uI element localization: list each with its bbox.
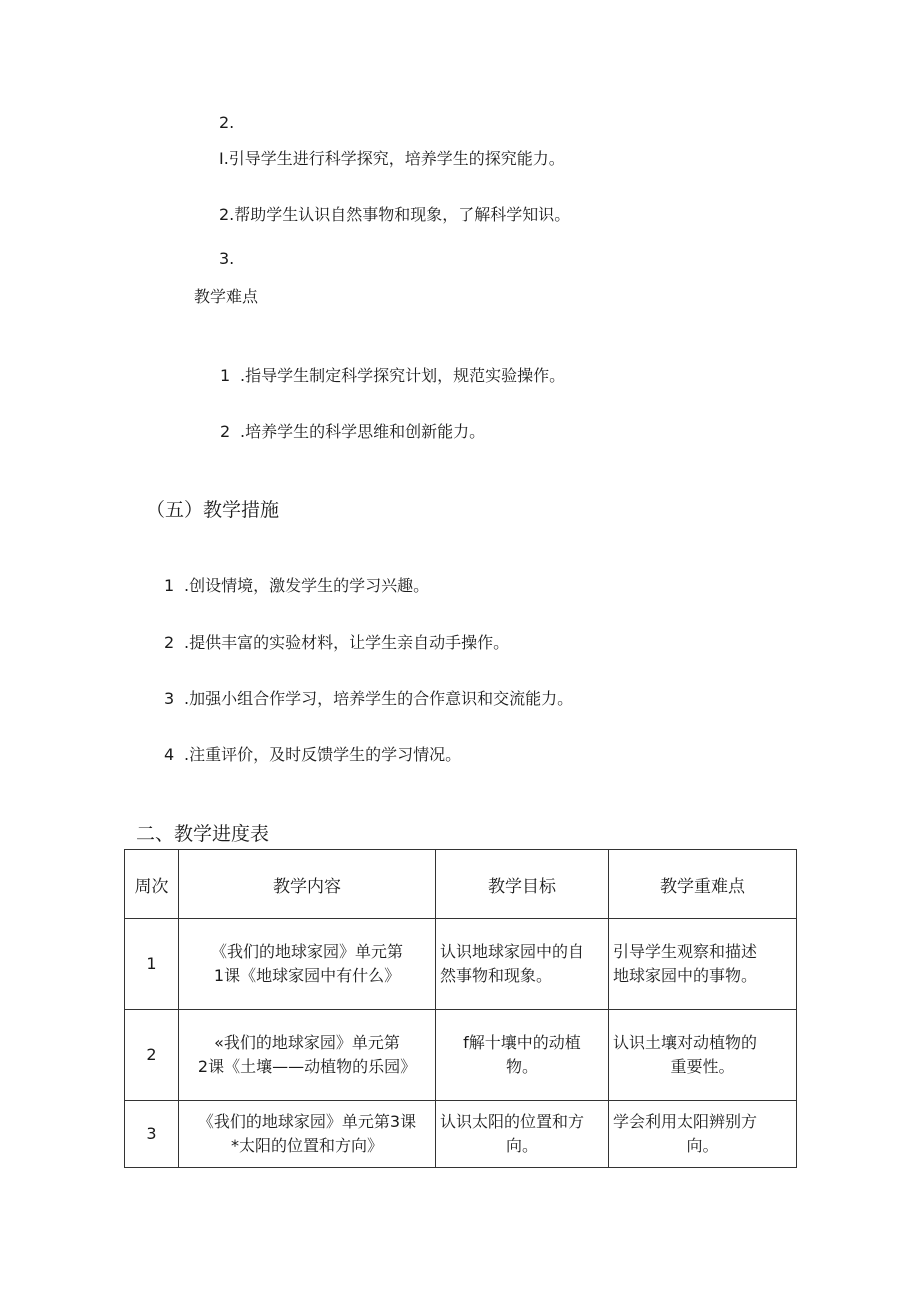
header-goal: 教学目标 (436, 850, 609, 919)
difficulties-title: 教学难点 (194, 287, 259, 306)
content-cell (179, 919, 436, 1010)
item-number-3: 3. (219, 249, 235, 268)
measure-text-2: .提供丰富的实验材料，让学生亲自动手操作。 (184, 633, 510, 652)
table-row (125, 919, 797, 1010)
key-cell (609, 1010, 797, 1101)
goal-item-1: I.引导学生进行科学探究，培养学生的探究能力。 (219, 149, 565, 168)
table-header-row (125, 850, 797, 919)
content-line: 《我们的地球家园》单元第3课 (197, 1112, 417, 1131)
key-line: 向。 (686, 1136, 719, 1155)
key-cell (609, 919, 797, 1010)
item-number-2: 2. (219, 113, 235, 132)
content-cell (179, 1101, 436, 1168)
measure-item-2 (164, 633, 509, 653)
key-line: 引导学生观察和描述 (613, 942, 758, 961)
difficulty-num-1: 1 (220, 366, 231, 385)
measure-item-4 (164, 745, 461, 765)
goal-item-2: 2.帮助学生认识自然事物和现象，了解科学知识。 (219, 205, 571, 224)
key-cell (609, 1101, 797, 1168)
measure-num-1: 1 (164, 576, 175, 595)
schedule-title: 二、教学进度表 (136, 823, 270, 845)
key-line: 认识土壤对动植物的 (613, 1033, 758, 1052)
header-content: 教学内容 (179, 850, 436, 919)
difficulty-item-1 (220, 366, 565, 386)
measure-text-1: .创设情境，激发学生的学习兴趣。 (184, 576, 430, 595)
measure-num-3: 3 (164, 689, 175, 708)
goal-line: 认识地球家园中的自 (440, 942, 585, 961)
goal-cell (436, 1010, 609, 1101)
measure-item-1 (164, 576, 429, 596)
difficulty-num-2: 2 (220, 422, 231, 441)
goal-line: 然事物和现象。 (440, 966, 553, 985)
difficulty-text-2: .培养学生的科学思维和创新能力。 (240, 422, 486, 441)
week-cell: 3 (125, 1101, 179, 1168)
key-line: 地球家园中的事物。 (613, 966, 758, 985)
content-line: 《我们的地球家园》单元第 (210, 942, 403, 961)
difficulty-text-1: .指导学生制定科学探究计划，规范实验操作。 (240, 366, 566, 385)
week-cell: 1 (125, 919, 179, 1010)
content-line: 1课《地球家园中有什么》 (213, 966, 401, 985)
difficulty-item-2 (220, 422, 485, 442)
content-cell (179, 1010, 436, 1101)
measure-num-4: 4 (164, 745, 175, 764)
schedule-table (124, 849, 797, 1168)
week-cell: 2 (125, 1010, 179, 1101)
header-key-points: 教学重难点 (609, 850, 797, 919)
measure-text-3: .加强小组合作学习，培养学生的合作意识和交流能力。 (184, 689, 574, 708)
goal-cell (436, 1101, 609, 1168)
measure-num-2: 2 (164, 633, 175, 652)
goal-line: 物。 (505, 1057, 538, 1076)
header-week: 周次 (125, 850, 179, 919)
goal-line: 认识太阳的位置和方 (440, 1112, 585, 1131)
key-line: 重要性。 (670, 1057, 735, 1076)
content-line: *太阳的位置和方向》 (230, 1136, 383, 1155)
measures-title: （五）教学措施 (146, 499, 280, 521)
table-row (125, 1101, 797, 1168)
measure-item-3 (164, 689, 573, 709)
table-row (125, 1010, 797, 1101)
measure-text-4: .注重评价，及时反馈学生的学习情况。 (184, 745, 462, 764)
goal-line: f解十壤中的动植 (463, 1033, 581, 1052)
goal-line: 向。 (505, 1136, 538, 1155)
goal-cell (436, 919, 609, 1010)
content-line: «我们的地球家园》单元第 (214, 1033, 400, 1052)
content-line: 2课《土壤——动植物的乐园》 (197, 1057, 417, 1076)
key-line: 学会利用太阳辨别方 (613, 1112, 758, 1131)
